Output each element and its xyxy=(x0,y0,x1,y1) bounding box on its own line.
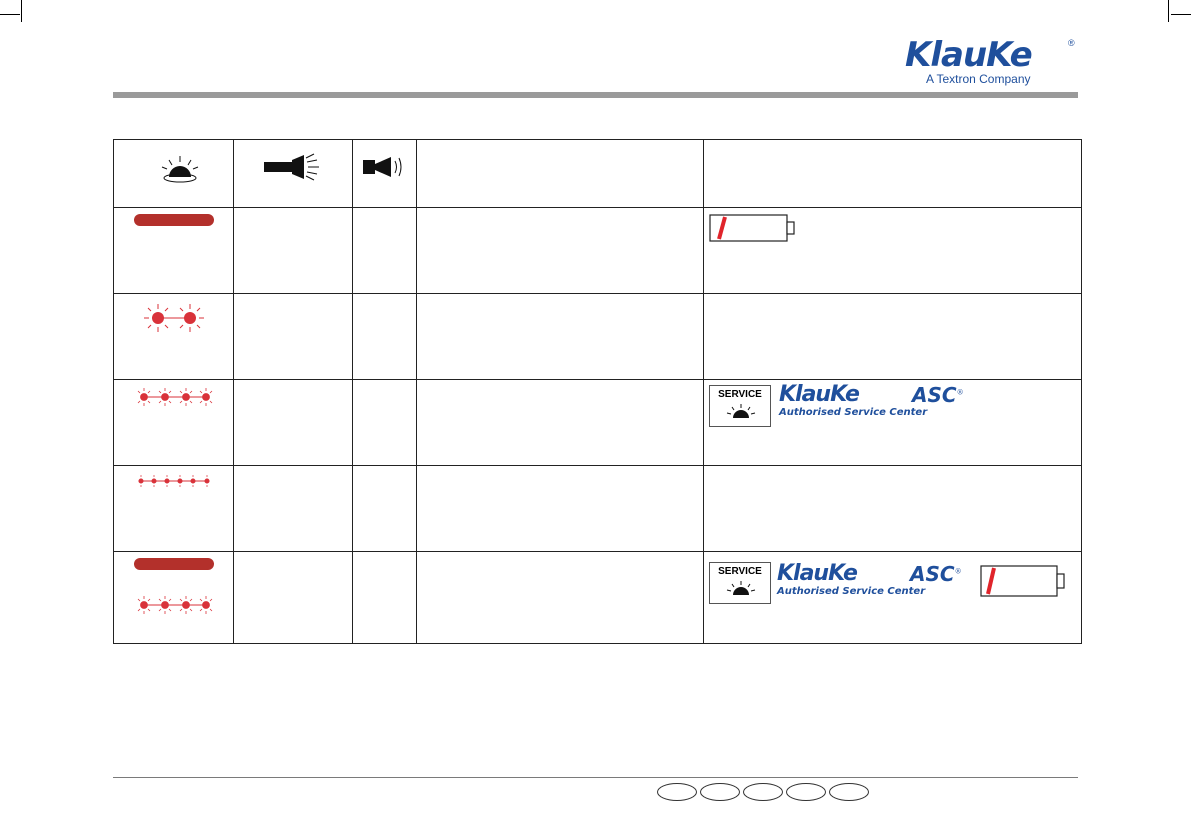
led-solid-red xyxy=(134,558,214,570)
buzzer-cell xyxy=(353,552,417,644)
asc-text: ASC xyxy=(912,383,957,407)
description-cell xyxy=(417,380,704,466)
light-cell xyxy=(234,552,353,644)
header-cell-indicator xyxy=(704,140,1082,208)
indicator-cell xyxy=(704,552,1082,644)
table-row xyxy=(114,208,1082,294)
asc-full-name: Authorised Service Center xyxy=(777,586,926,597)
light-cell xyxy=(234,208,353,294)
led-cell xyxy=(114,208,234,294)
table-row xyxy=(114,380,1082,466)
asc-mark: ® xyxy=(956,388,964,397)
asc-logo xyxy=(912,383,964,407)
registered-mark: ® xyxy=(1068,38,1075,48)
brand-logo xyxy=(900,36,1080,90)
table-row xyxy=(114,466,1082,552)
buzzer-cell xyxy=(353,208,417,294)
light-cell xyxy=(234,294,353,380)
warning-light-icon xyxy=(724,402,758,422)
led-blink-icon xyxy=(114,382,234,412)
header-cell-light xyxy=(234,140,353,208)
led-blink-fast-icon xyxy=(114,468,234,494)
light-cell xyxy=(234,466,353,552)
indicator-cell xyxy=(704,466,1082,552)
service-label: SERVICE xyxy=(718,566,762,577)
description-cell xyxy=(417,294,704,380)
led-blink-icon xyxy=(114,590,234,620)
table-header-row xyxy=(114,140,1082,208)
description-cell xyxy=(417,208,704,294)
service-badge xyxy=(709,562,771,604)
led-blink-slow-icon xyxy=(114,298,234,338)
light-cell xyxy=(234,380,353,466)
crop-mark xyxy=(0,14,20,15)
indicator-cell xyxy=(704,294,1082,380)
description-cell xyxy=(417,466,704,552)
asc-full-name: Authorised Service Center xyxy=(779,407,928,418)
service-badge xyxy=(709,385,771,427)
service-klauke-logo: KlauKe xyxy=(777,561,857,586)
brand-tagline: A Textron Company xyxy=(926,72,1031,86)
asc-mark: ® xyxy=(954,567,962,576)
language-oval xyxy=(829,783,869,801)
indicator-cell xyxy=(704,208,1082,294)
led-cell xyxy=(114,466,234,552)
language-oval xyxy=(657,783,697,801)
description-cell xyxy=(417,552,704,644)
brand-name: KlauKe xyxy=(905,35,1032,75)
buzzer-icon xyxy=(361,152,407,182)
language-oval xyxy=(743,783,783,801)
header-cell-led xyxy=(114,140,234,208)
footer-line xyxy=(113,777,1078,778)
header-bar xyxy=(113,92,1078,98)
indicator-cell xyxy=(704,380,1082,466)
crop-mark xyxy=(1171,14,1191,15)
asc-logo xyxy=(910,562,962,586)
led-cell xyxy=(114,380,234,466)
led-cell xyxy=(114,552,234,644)
crop-mark xyxy=(21,0,22,22)
buzzer-cell xyxy=(353,294,417,380)
warning-light-icon xyxy=(156,153,206,187)
table-row xyxy=(114,294,1082,380)
language-oval xyxy=(786,783,826,801)
warning-light-icon xyxy=(724,579,758,599)
flashlight-icon xyxy=(262,152,332,182)
status-table xyxy=(113,139,1082,644)
header-cell-buzzer xyxy=(353,140,417,208)
buzzer-cell xyxy=(353,466,417,552)
service-label: SERVICE xyxy=(718,389,762,400)
table-row xyxy=(114,552,1082,644)
asc-text: ASC xyxy=(910,562,955,586)
led-cell xyxy=(114,294,234,380)
service-klauke-logo: KlauKe xyxy=(779,382,859,407)
language-oval xyxy=(700,783,740,801)
crop-mark xyxy=(1168,0,1169,22)
battery-low-icon xyxy=(980,564,1072,600)
led-solid-red xyxy=(134,214,214,226)
battery-low-icon xyxy=(709,213,801,245)
buzzer-cell xyxy=(353,380,417,466)
header-cell-description xyxy=(417,140,704,208)
